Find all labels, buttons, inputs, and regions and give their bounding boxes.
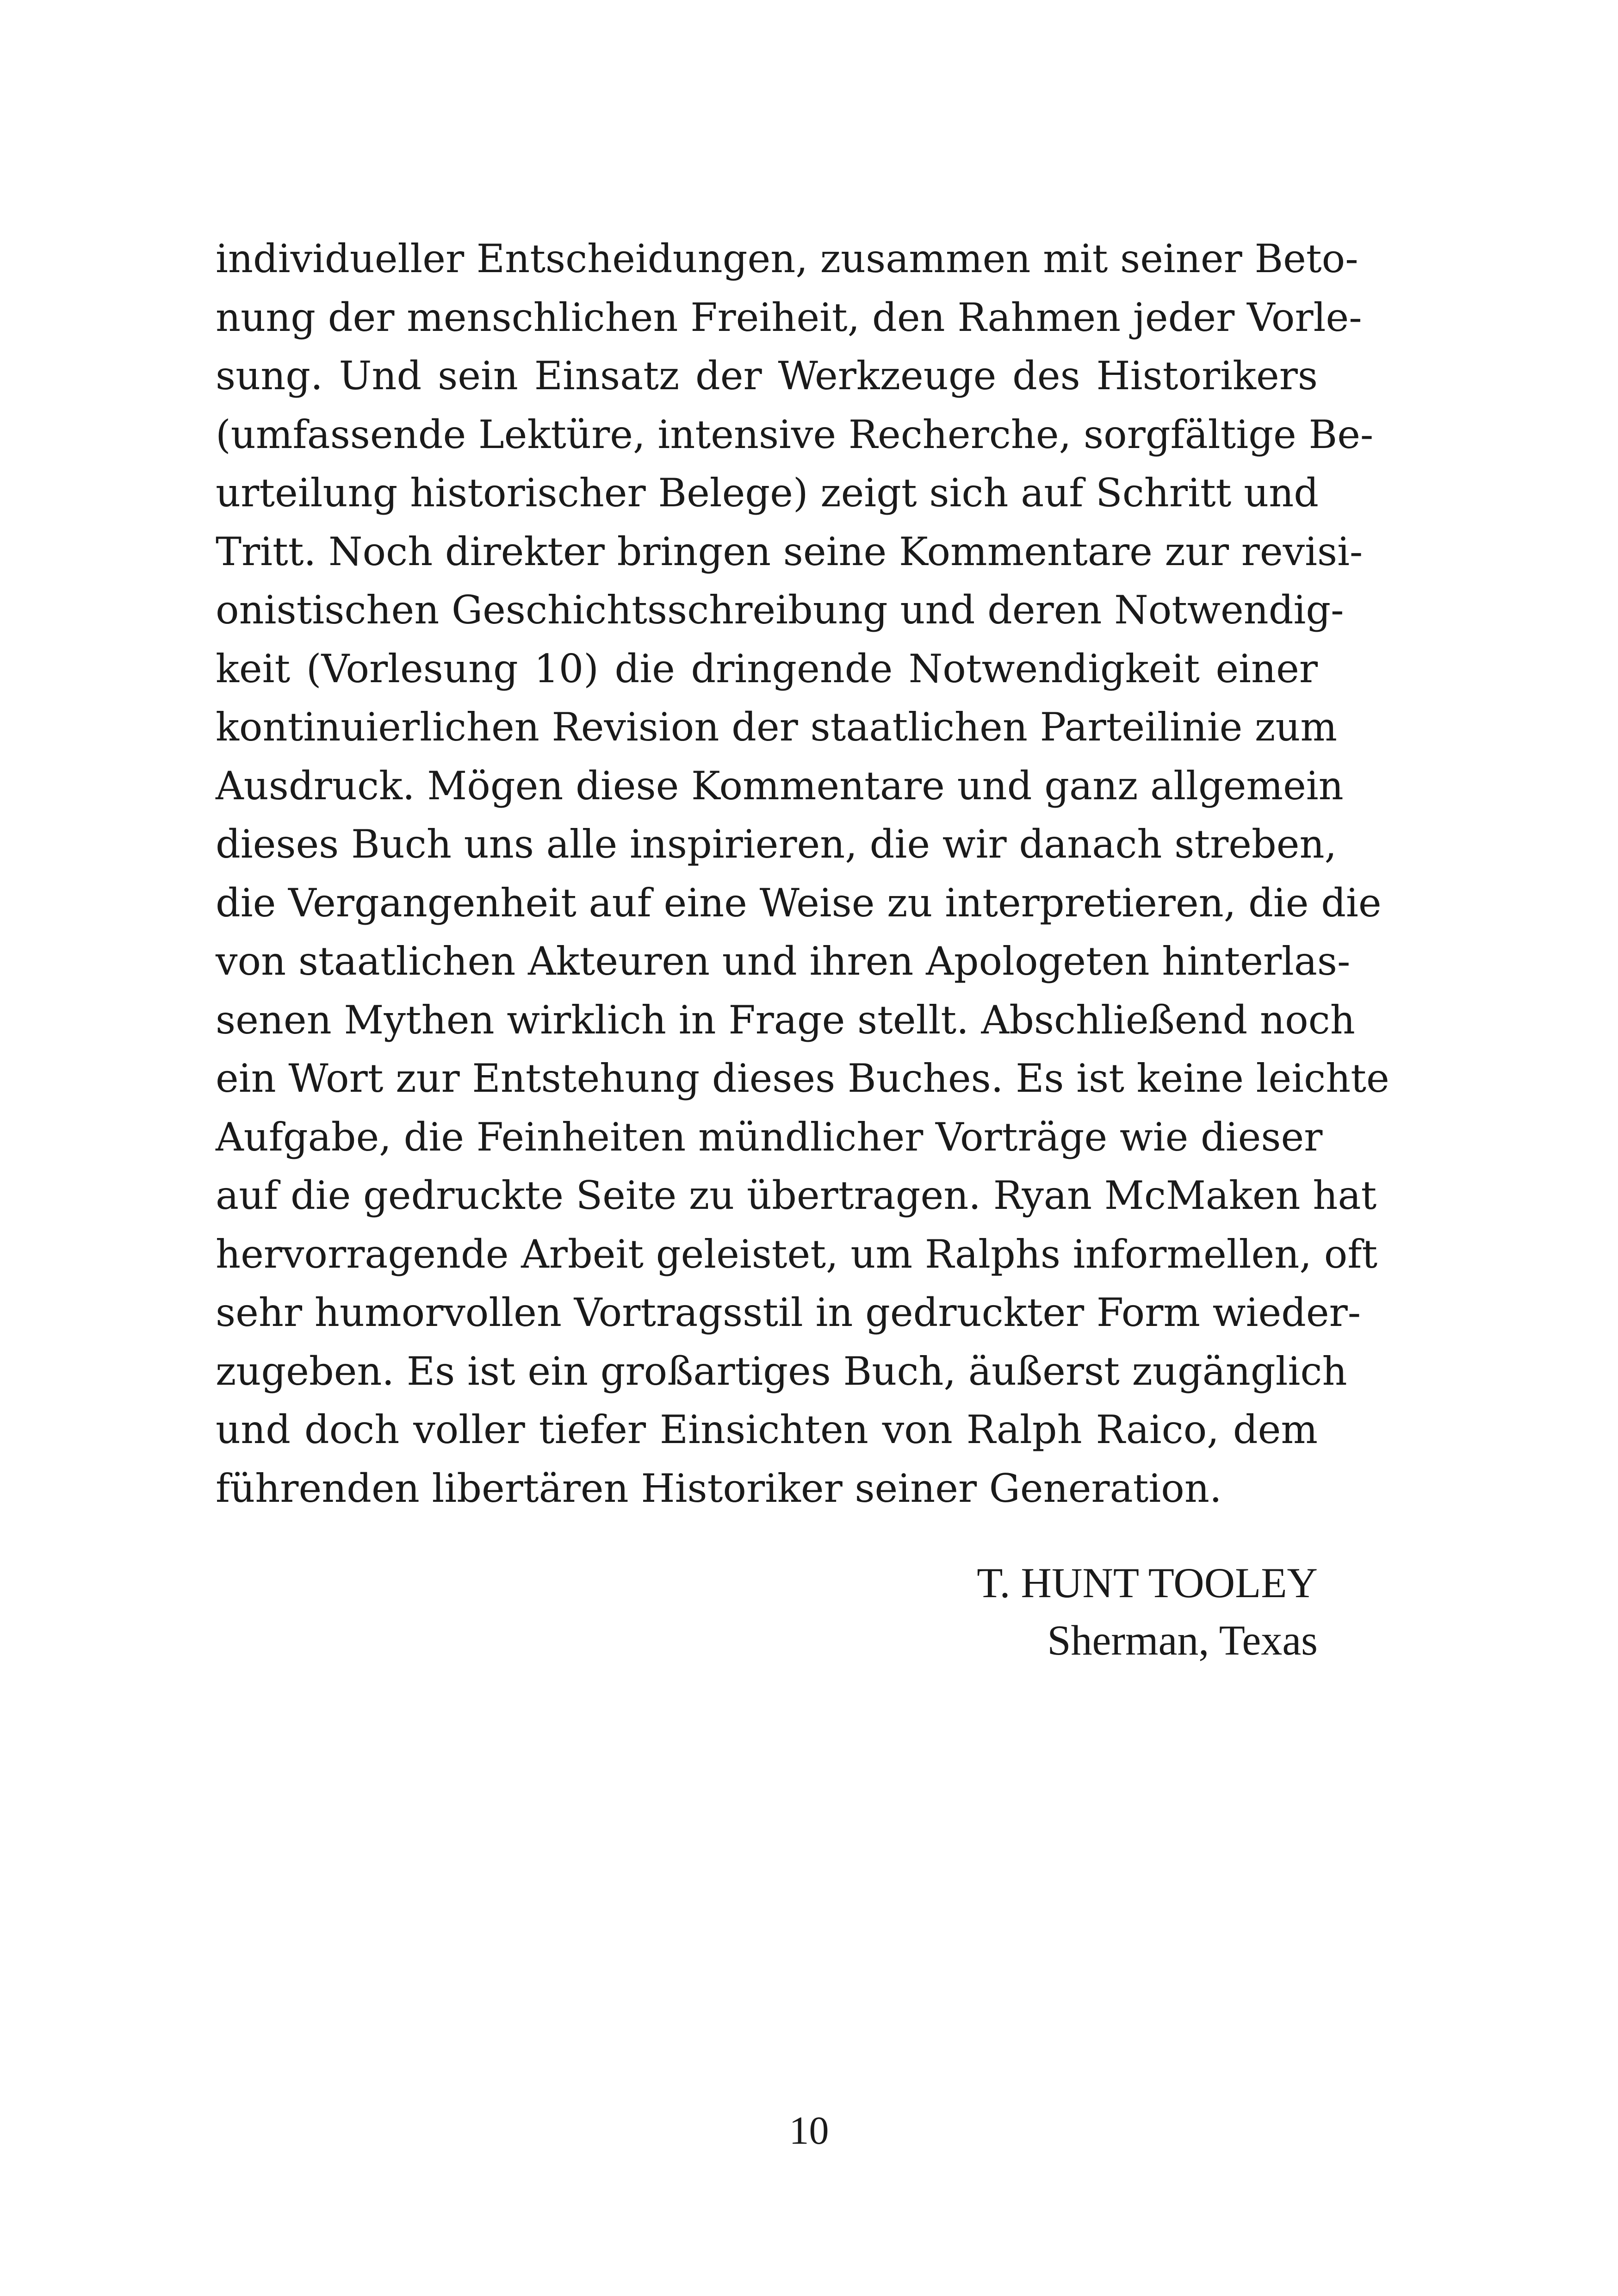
text-line: dieses Buch uns alle inspirieren, die wir danach streben, bbox=[216, 821, 1337, 867]
text-line: senen Mythen wirklich in Frage stellt. Abschließend noch bbox=[216, 997, 1355, 1043]
text-line: sung. Und sein Einsatz der Werkzeuge des Historikers bbox=[216, 353, 1318, 398]
body-paragraph bbox=[216, 230, 1389, 1518]
text-line: Ausdruck. Mögen diese Kommentare und ganz allgemein bbox=[216, 763, 1344, 809]
text-line: nung der menschlichen Freiheit, den Rahmen jeder Vorle- bbox=[216, 294, 1362, 340]
author-location: Sherman, Texas bbox=[1047, 1617, 1318, 1664]
text-line: und doch voller tiefer Einsichten von Ralph Raico, dem bbox=[216, 1407, 1318, 1452]
text-line: auf die gedruckte Seite zu übertragen. Ryan McMaken hat bbox=[216, 1173, 1377, 1218]
text-line: von staatlichen Akteuren und ihren Apologeten hinterlas- bbox=[216, 939, 1351, 984]
text-line: sehr humorvollen Vortragsstil in gedruckter Form wieder- bbox=[216, 1290, 1361, 1335]
text-line: individueller Entscheidungen, zusammen mit seiner Beto- bbox=[216, 236, 1358, 281]
text-line: urteilung historischer Belege) zeigt sich auf Schritt und bbox=[216, 470, 1319, 516]
text-line: ein Wort zur Entstehung dieses Buches. Es ist keine leichte bbox=[216, 1056, 1389, 1101]
text-line: keit (Vorlesung 10) die dringende Notwendigkeit einer bbox=[216, 646, 1318, 691]
text-line: Aufgabe, die Feinheiten mündlicher Vorträge wie dieser bbox=[216, 1114, 1323, 1160]
text-line: (umfassende Lektüre, intensive Recherche, sorgfältige Be- bbox=[216, 411, 1374, 457]
text-line: Tritt. Noch direkter bringen seine Kommentare zur revisi- bbox=[216, 529, 1363, 574]
text-line: die Vergangenheit auf eine Weise zu interpretieren, die die bbox=[216, 880, 1382, 926]
text-line: onistischen Geschichtsschreibung und deren Notwendig- bbox=[216, 587, 1344, 633]
text-line: hervorragende Arbeit geleistet, um Ralphs informellen, oft bbox=[216, 1231, 1378, 1277]
author-name: T. HUNT TOOLEY bbox=[977, 1559, 1318, 1606]
text-line: kontinuierlichen Revision der staatlichen Parteilinie zum bbox=[216, 704, 1338, 750]
text-line: führenden libertären Historiker seiner Generation. bbox=[216, 1465, 1222, 1511]
page-number: 10 bbox=[789, 2108, 829, 2153]
text-line: zugeben. Es ist ein großartiges Buch, äußerst zugänglich bbox=[216, 1348, 1347, 1394]
author-signature bbox=[977, 1554, 1318, 1669]
